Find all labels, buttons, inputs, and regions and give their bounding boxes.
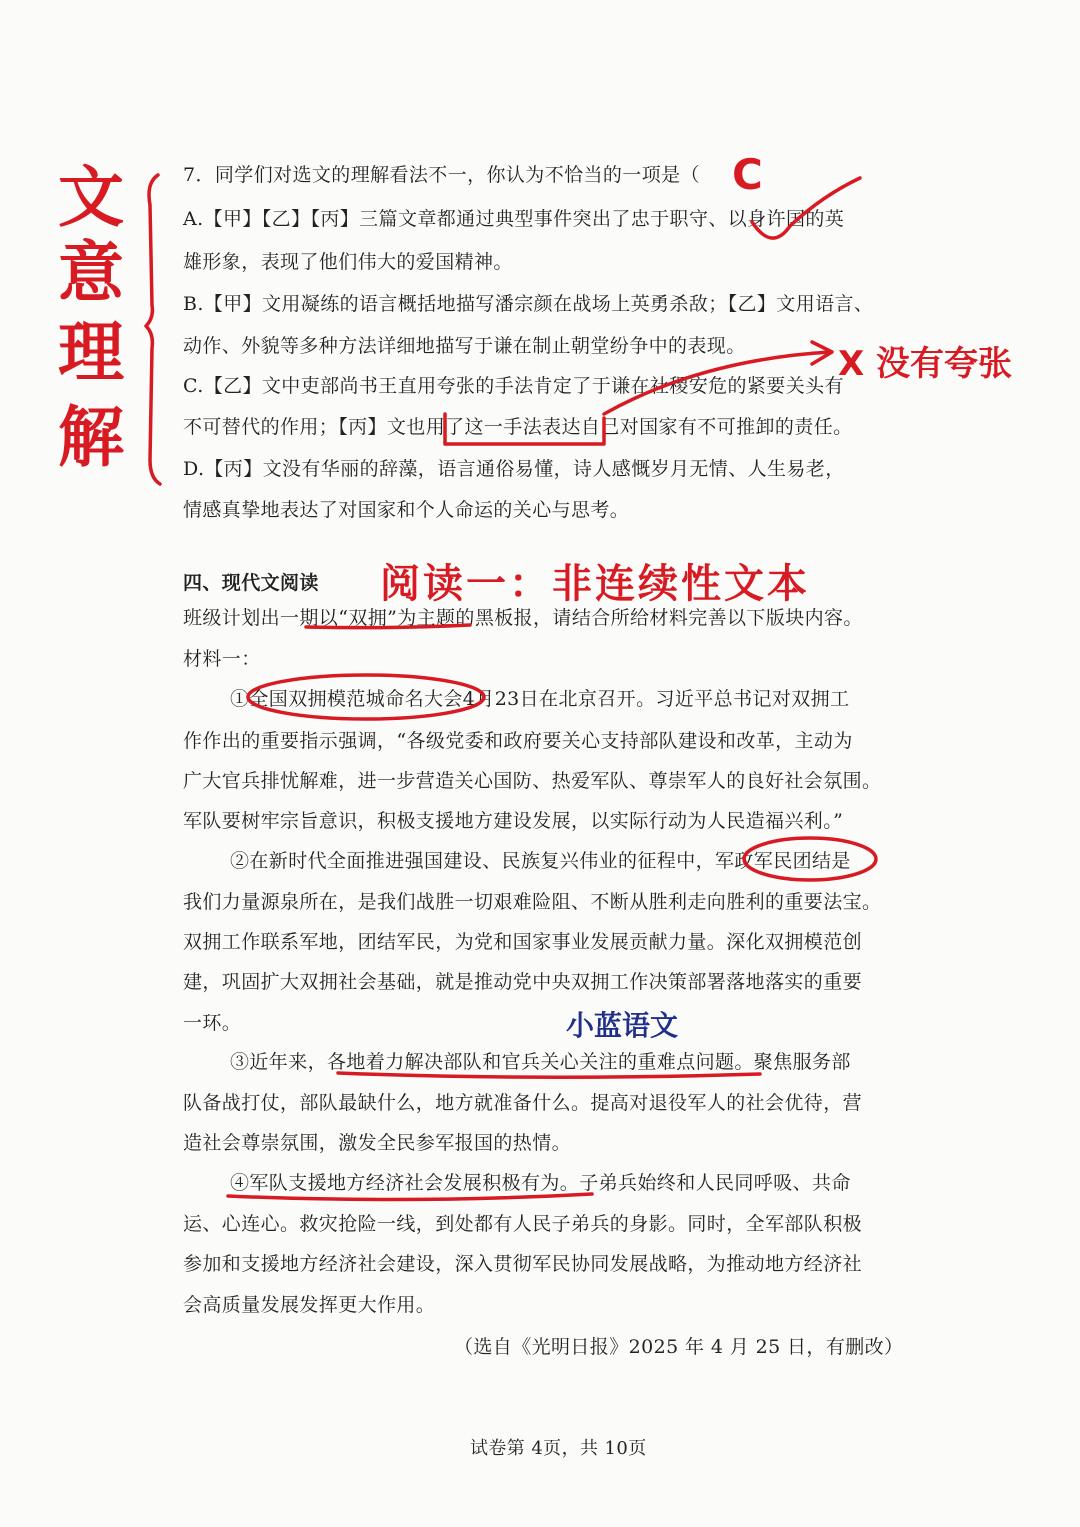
paragraph-line: 建，巩固扩大双拥社会基础，就是推动党中央双拥工作决策部署落地落实的重要	[183, 971, 863, 993]
option-c-bracket	[445, 414, 604, 444]
watermark: 小蓝语文	[566, 1009, 679, 1042]
option-a-line-2: 雄形象，表现了他们伟大的爱国精神。	[183, 251, 513, 273]
underline-military-support	[228, 1194, 592, 1200]
option-c-line-1: C.【乙】文中吏部尚书王直用夸张的手法肯定了于谦在社稷安危的紧要关头有	[183, 375, 844, 397]
margin-note-char: 文	[58, 159, 124, 236]
annotation-c: X 没有夸张	[838, 344, 1013, 384]
margin-note-char: 意	[58, 234, 124, 311]
answer-mark: C	[732, 150, 763, 199]
paragraph-line: 军队要树牢宗旨意识，积极支援地方建设发展，以实际行动为人民造福兴利。”	[183, 810, 844, 832]
margin-note-char: 理	[58, 314, 124, 391]
section-intro: 班级计划出一期以“双拥”为主题的黑板报，请结合所给材料完善以下版块内容。	[183, 607, 863, 629]
paragraph-line: ④军队支援地方经济社会发展积极有为。子弟兵始终和人民同呼吸、共命	[230, 1172, 851, 1194]
option-d-line-2: 情感真挚地表达了对国家和个人命运的关心与思考。	[183, 499, 630, 521]
paragraph-line: 广大官兵排忧解难，进一步营造关心国防、热爱军队、尊崇军人的良好社会氛围。	[183, 770, 882, 792]
circle-conference	[248, 675, 484, 719]
paragraph-line: 运、心连心。救灾抢险一线，到处都有人民子弟兵的身影。同时，全军部队积极	[183, 1213, 863, 1235]
paragraph-line: 参加和支援地方经济社会建设，深入贯彻军民协同发展战略，为推动地方经济社	[183, 1253, 863, 1275]
paragraph-line: 会高质量发展发挥更大作用。	[183, 1294, 436, 1316]
underline-key-issues	[338, 1073, 760, 1077]
handwritten-section-title: 阅读一：非连续性文本	[380, 561, 810, 607]
paragraph-line: ①全国双拥模范城命名大会4月23日在北京召开。习近平总书记对双拥工	[230, 688, 850, 710]
margin-brace	[146, 175, 160, 484]
paragraph-line: 双拥工作联系军地，团结军民，为党和国家事业发展贡献力量。深化双拥模范创	[183, 931, 863, 953]
paragraph-line: ③近年来，各地着力解决部队和官兵关心关注的重难点问题。聚焦服务部	[230, 1051, 851, 1073]
section-title: 四、现代文阅读	[183, 572, 319, 594]
paragraph-line: 一环。	[183, 1012, 242, 1034]
option-b-line-2: 动作、外貌等多种方法详细地描写于谦在制止朝堂纷争中的表现。	[183, 335, 746, 357]
page-footer: 试卷第 4页，共 10页	[470, 1438, 647, 1459]
underline-theme	[306, 625, 470, 628]
material-label: 材料一：	[183, 648, 261, 670]
option-d-line-1: D.【丙】文没有华丽的辞藻，语言通俗易懂，诗人感慨岁月无情、人生易老，	[183, 458, 845, 480]
paragraph-line: ②在新时代全面推进强国建设、民族复兴伟业的征程中，军政军民团结是	[230, 850, 851, 872]
margin-note-char: 解	[58, 399, 124, 476]
arrow-to-annotation	[604, 342, 832, 414]
option-a-line-1: A.【甲】【乙】【丙】三篇文章都通过典型事件突出了忠于职守、以身许国的英	[183, 208, 845, 230]
check-mark	[752, 178, 860, 238]
paragraph-line: 造社会尊崇氛围，激发全民参军报国的热情。	[183, 1132, 572, 1154]
paragraph-line: 作作出的重要指示强调，“各级党委和政府要关心支持部队建设和改革，主动为	[183, 730, 853, 752]
option-c-line-2: 不可替代的作用；【丙】文也用了这一手法表达自己对国家有不可推卸的责任。	[183, 416, 853, 438]
paragraph-line: 我们力量源泉所在，是我们战胜一切艰难险阻、不断从胜利走向胜利的重要法宝。	[183, 891, 882, 913]
paragraph-line: 队备战打仗，部队最缺什么，地方就准备什么。提高对退役军人的社会优待，营	[183, 1092, 863, 1114]
source-citation: （选自《光明日报》2025 年 4 月 25 日，有删改）	[454, 1336, 904, 1358]
circle-unity	[744, 838, 876, 880]
option-b-line-1: B.【甲】文用凝练的语言概括地描写潘宗颜在战场上英勇杀敌；【乙】文用语言、	[183, 293, 874, 315]
question-7-stem: 7．同学们对选文的理解看法不一，你认为不恰当的一项是（	[183, 164, 700, 186]
